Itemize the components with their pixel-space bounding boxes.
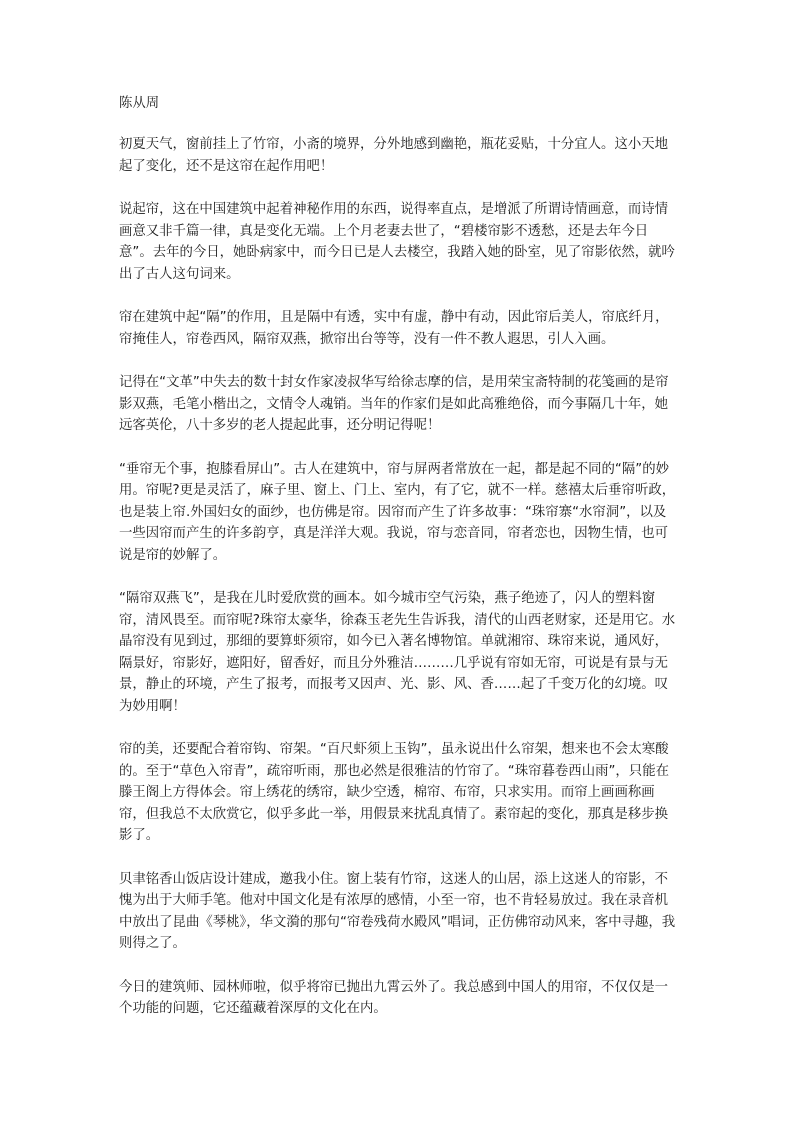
- author-name: 陈从周: [119, 96, 160, 111]
- paragraph-9: 今日的建筑师、园林师啦，似乎将帘已抛出九霄云外了。我总感到中国人的用帘，不仅仅是一个功能的问题，它还蕴藏着深厚的文化在内。: [119, 979, 669, 1016]
- paragraph-7: 帘的美，还要配合着帘钩、帘架。“百尺虾须上玉钩”，虽永说出什么帘架，想来也不会太寒酸的。至于“草色入帘青”，疏帘听雨，那也必然是很雅洁的竹帘了。“珠帘暮卷西山雨”，只能在滕王阁上方得体会。帘上绣花的绣帘，缺少空透，棉帘、布帘，只求实用。而帘上画画称画帘，但我总不太欣赏它，似乎多此一举，用假景来扰乱真情了。素帘起的变化，那真是移步换影了。: [119, 742, 669, 843]
- paragraph-6: “隔帘双燕飞”，是我在儿时爱欣赏的画本。如今城市空气污染，燕子绝迹了，闪人的塑料窗帘，清风畏至。而帘呢?珠帘太豪华，徐森玉老先生告诉我，清代的山西老财家，还是用它。水晶帘没有见到过，那细的要算虾须帘，如今已入著名博物馆。单就湘帘、珠帘来说，通风好，隔景好，帘影好，遮阳好，留香好，而且分外雅洁………几乎说有帘如无帘，可说是有景与无景，静止的环境，产生了报考，而报考又因声、光、影、风、香……起了千变万化的幻境。叹为妙用啊！: [119, 591, 676, 714]
- paragraph-3: 帘在建筑中起“隔”的作用，且是隔中有透，实中有虚，静中有动，因此帘后美人，帘底纤月，帘掩佳人，帘卷西风，隔帘双燕，掀帘出台等等，没有一件不教人遐思，引人入画。: [119, 310, 669, 347]
- document-page: [119, 94, 679, 1042]
- paragraph-5: “垂帘无个事，抱膝看屏山”。古人在建筑中，帘与屏两者常放在一起，都是起不同的“隔”的妙用。帘呢?更是灵活了，麻子里、窗上、门上、室内，有了它，就不一样。慈禧太后垂帘听政，也是装上帘.外国妇女的面纱，也仿佛是帘。因帘而产生了许多故事：“珠帘寨“水帘洞”，以及一些因帘而产生的许多韵亨，真是洋洋大观。我说，帘与恋音同，帘者恋也，因物生情，也可说是帘的妙解了。: [119, 461, 676, 563]
- paragraph-8: 贝聿铭香山饭店设计建成，邀我小住。窗上装有竹帘，这迷人的山居，添上这迷人的帘影，不愧为出于大师手笔。他对中国文化是有浓厚的感情，小至一帘，也不肯轻易放过。我在录音机中放出了昆曲《琴桃》，华文漪的那句“帘卷残荷水殿风”唱词，正仿佛帘动风来，客中寻趣，我则得之了。: [119, 871, 676, 951]
- paragraph-1: 初夏天气，窗前挂上了竹帘，小斋的境界，分外地感到幽艳，瓶花妥贴，十分宜人。这小天地起了变化，还不是这帘在起作用吧！: [119, 137, 669, 174]
- paragraph-4: 记得在“文革”中失去的数十封女作家凌叔华写给徐志摩的信，是用荣宝斋特制的花笺画的是帘影双燕，毛笔小楷出之，文情令人魂销。当年的作家们是如此高雅绝俗，而今事隔几十年，她远客英伦，八十多岁的老人提起此事，还分明记得呢！: [119, 375, 669, 433]
- paragraph-2: 说起帘，这在中国建筑中起着神秘作用的东西，说得率直点，是增派了所谓诗情画意，而诗情画意又非千篇一律，真是变化无端。上个月老妻去世了，“碧楼帘影不透愁，还是去年今日意”。去年的今日，她卧病家中，而今日已是人去楼空，我踏入她的卧室，见了帘影依然，就吟出了古人这句词来。: [119, 202, 675, 282]
